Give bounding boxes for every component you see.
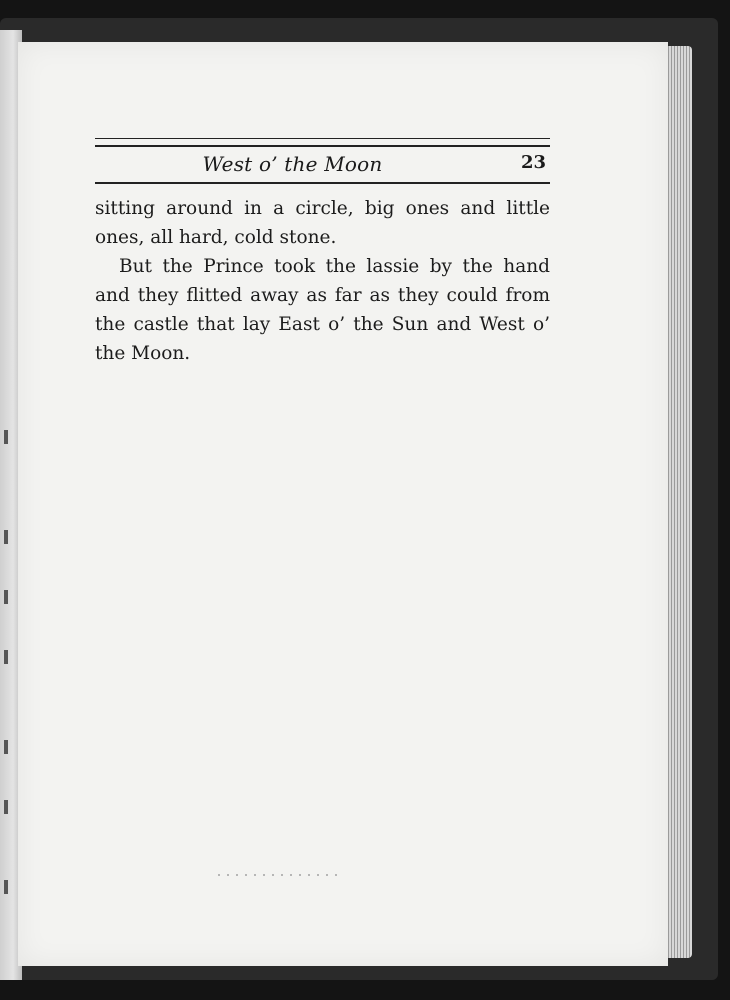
facing-page-glyph xyxy=(4,530,8,544)
paragraph xyxy=(95,194,550,252)
text-line: the Moon. xyxy=(95,343,191,364)
facing-page-glyph xyxy=(4,740,8,754)
book-page xyxy=(18,42,668,966)
text-line: sitting around in a circle, big ones and little xyxy=(95,198,550,219)
body-text xyxy=(95,194,550,368)
page-number: 23 xyxy=(520,152,546,173)
facing-page-glyph xyxy=(4,880,8,894)
header-rule-thin xyxy=(95,138,550,139)
text-line: and they flitted away as far as they could from xyxy=(95,285,550,306)
facing-page-glyph xyxy=(4,590,8,604)
running-title: West o’ the Moon xyxy=(202,152,383,176)
facing-page-glyph xyxy=(4,430,8,444)
facing-page-glyph xyxy=(4,650,8,664)
text-line: But the Prince took the lassie by the hand xyxy=(119,256,550,277)
paragraph xyxy=(95,252,550,368)
faint-print-marks xyxy=(218,874,338,876)
facing-page-glyph xyxy=(4,800,8,814)
running-head xyxy=(95,148,550,180)
text-line: the castle that lay East o’ the Sun and West o’ xyxy=(95,314,550,335)
header-rule-thick xyxy=(95,145,550,147)
header-rule-bottom xyxy=(95,182,550,184)
text-line: ones, all hard, cold stone. xyxy=(95,227,337,248)
